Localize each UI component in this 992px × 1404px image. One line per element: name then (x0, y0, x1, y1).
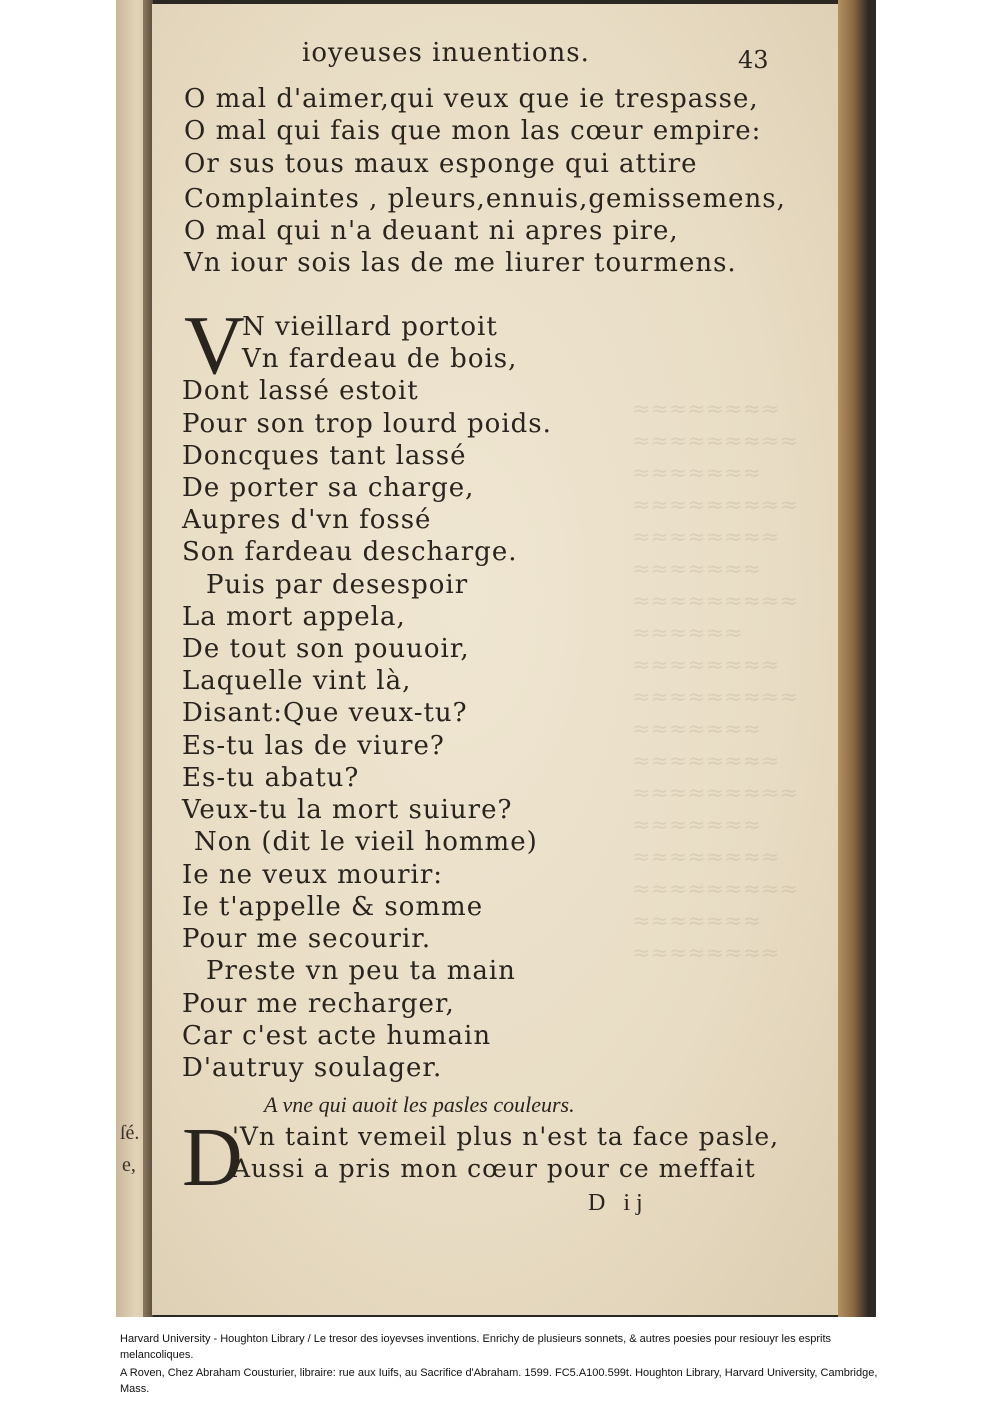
poem-line: Doncques tant lassé (182, 441, 467, 471)
running-title: ioyeuses inuentions. (302, 38, 590, 68)
page-edge-right (838, 0, 876, 1317)
poem-line: Preste vn peu ta main (206, 956, 516, 986)
book-page (152, 4, 840, 1315)
signature-mark: D ij (588, 1190, 649, 1216)
poem-line: Pour me secourir. (182, 924, 432, 954)
poem-line: Laquelle vint là, (182, 666, 412, 696)
drop-cap: D (182, 1111, 243, 1204)
poem-line: De tout son pouuoir, (182, 634, 470, 664)
poem-line: Ie t'appelle & somme (182, 892, 484, 922)
poem-line: Disant:Que veux-tu? (182, 698, 468, 728)
poem-line: Es-tu abatu? (182, 763, 360, 793)
poem-line: Dont lassé estoit (182, 376, 419, 406)
poem-line: Complaintes , pleurs,ennuis,gemissemens, (184, 184, 786, 214)
poem-line: D'autruy soulager. (182, 1053, 443, 1083)
poem-line: Non (dit le vieil homme) (194, 827, 538, 857)
poem-line: Or sus tous maux esponge qui attire (184, 149, 698, 179)
poem-line: Pour son trop lourd poids. (182, 409, 552, 439)
caption-line-1: Harvard University - Houghton Library / Le tresor des ioyevses inventions. Enrichy de plusieurs sonnets, & autres poesies pour resiouyr les esprits melancoliques. (120, 1333, 832, 1361)
facing-page-fragment: e, (122, 1154, 136, 1176)
poem-line: Es-tu las de viure? (182, 731, 445, 761)
show-through-text: ≈≈≈≈≈≈≈≈ ≈≈≈≈≈≈≈≈≈ ≈≈≈≈≈≈≈ ≈≈≈≈≈≈≈≈≈ ≈≈≈≈≈≈≈≈ ≈≈≈≈≈≈≈ ≈≈≈≈≈≈≈≈≈ ≈≈≈≈≈≈ ≈≈≈≈≈≈≈≈ ≈≈≈≈≈≈≈≈≈ ≈≈≈≈≈≈≈ ≈≈≈≈≈≈≈≈ ≈≈≈≈≈≈≈≈≈ ≈≈≈≈≈≈≈ ≈≈≈≈≈≈≈≈ ≈≈≈≈≈≈≈≈≈ ≈≈≈≈≈≈≈ ≈≈≈≈≈≈≈≈ (632, 397, 798, 966)
facing-page-fragment: ſé. (120, 1122, 140, 1144)
poem-line: Puis par desespoir (206, 570, 469, 600)
poem-line: Pour me recharger, (182, 989, 455, 1019)
poem-line: Car c'est acte humain (182, 1021, 492, 1051)
poem-line: De porter sa charge, (182, 473, 475, 503)
poem-line: Aussi a pris mon cœur pour ce meffait (232, 1154, 756, 1183)
poem-line: Vn iour sois las de me liurer tourmens. (184, 248, 737, 278)
poem-line: Veux-tu la mort suiure? (182, 795, 513, 825)
poem-line: O mal qui fais que mon las cœur empire: (184, 116, 762, 146)
poem-line: Vn fardeau de bois, (242, 344, 518, 374)
book-scan (116, 0, 876, 1317)
poem-line: O mal d'aimer,qui veux que ie trespasse, (184, 84, 759, 114)
drop-cap: V (184, 299, 245, 392)
poem-line: N vieillard portoit (242, 312, 498, 342)
poem-line: O mal qui n'a deuant ni apres pire, (184, 216, 679, 246)
poem-line: Son fardeau descharge. (182, 537, 518, 567)
caption-line-2: A Roven, Chez Abraham Cousturier, libraire: rue aux Iuifs, au Sacrifice d'Abraham. 1599. FC5.A100.599t. Houghton Library, Harvard University, Cambridge, Mass. (120, 1367, 878, 1395)
page-number: 43 (738, 46, 769, 74)
poem-line: Ie ne veux mourir: (182, 860, 444, 890)
poem-title: A vne qui auoit les pasles couleurs. (264, 1092, 575, 1117)
poem-line: La mort appela, (182, 602, 406, 632)
poem-line: 'Vn taint vemeil plus n'est ta face pasle, (232, 1122, 780, 1151)
poem-line: Aupres d'vn fossé (182, 505, 432, 535)
